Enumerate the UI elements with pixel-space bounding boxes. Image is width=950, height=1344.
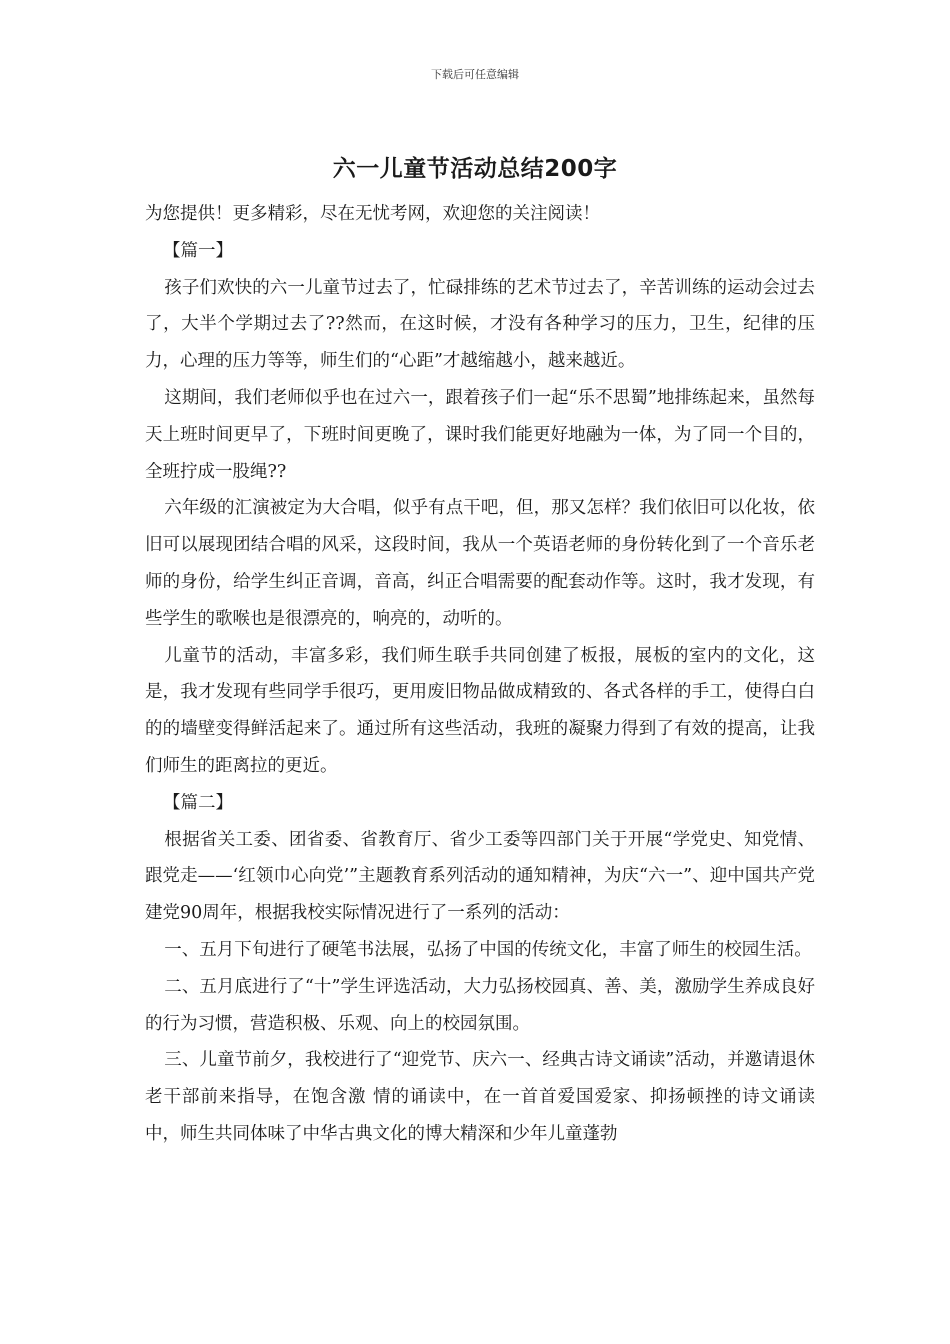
paragraph: 一、五月下旬进行了硬笔书法展，弘扬了中国的传统文化，丰富了师生的校园生活。 <box>164 939 812 960</box>
section-heading: 【篇二】 <box>163 792 233 813</box>
document-title: 六一儿童节活动总结200字 <box>332 156 618 182</box>
paragraph: 三、儿童节前夕，我校进行了“迎党节、庆六一、经典古诗文诵读”活动，并邀请退休老干部前来指导，在饱含激 情的诵读中，在一首首爱国爱家、抑扬顿挫的诗文诵读中，师生共同体味了中华古典文化的博大精深和少年儿童蓬勃 <box>145 1050 815 1144</box>
paragraph: 根据省关工委、团省委、省教育厅、省少工委等四部门关于开展“学党史、知党情、跟党走——‘红领巾心向党’”主题教育系列活动的通知精神，为庆“六一”、迎中国共产党建党90周年，根据我校实际情况进行了一系列的活动： <box>145 829 815 924</box>
paragraph: 孩子们欢快的六一儿童节过去了，忙碌排练的艺术节过去了，辛苦训练的运动会过去了，大半个学期过去了??然而，在这时候，才没有各种学习的压力，卫生，纪律的压力，心理的压力等等，师生们的“心距”才越缩越小，越来越近。 <box>145 277 815 372</box>
section-one <box>145 233 815 785</box>
paragraph: 六年级的汇演被定为大合唱，似乎有点干吧，但，那又怎样？我们依旧可以化妆，依旧可以展现团结合唱的风采，这段时间，我从一个英语老师的身份转化到了一个音乐老师的身份，给学生纠正音调，音高，纠正合唱需要的配套动作等。这时，我才发现，有些学生的歌喉也是很漂亮的，响亮的，动听的。 <box>145 498 815 629</box>
paragraph: 二、五月底进行了“十”学生评选活动，大力弘扬校园真、善、美，激励学生养成良好的行为习惯，营造积极、乐观、向上的校园氛围。 <box>145 976 815 1034</box>
section-heading: 【篇一】 <box>163 240 233 261</box>
intro-paragraph: 为您提供！更多精彩，尽在无忧考网，欢迎您的关注阅读！ <box>145 204 600 224</box>
paragraph: 儿童节的活动，丰富多彩，我们师生联手共同创建了板报，展板的室内的文化，这是，我才发现有些同学手很巧，更用废旧物品做成精致的、各式各样的手工，使得白白的的墙壁变得鲜活起来了。通过所有这些活动，我班的凝聚力得到了有效的提高，让我们师生的距离拉的更近。 <box>145 645 815 776</box>
section-two <box>145 785 815 1153</box>
document-body <box>145 196 815 1153</box>
paragraph: 这期间，我们老师似乎也在过六一，跟着孩子们一起“乐不思蜀”地排练起来，虽然每天上班时间更早了，下班时间更晚了，课时我们能更好地融为一体，为了同一个目的，全班拧成一股绳?? <box>145 387 815 482</box>
header-note: 下载后可任意编辑 <box>431 68 519 81</box>
